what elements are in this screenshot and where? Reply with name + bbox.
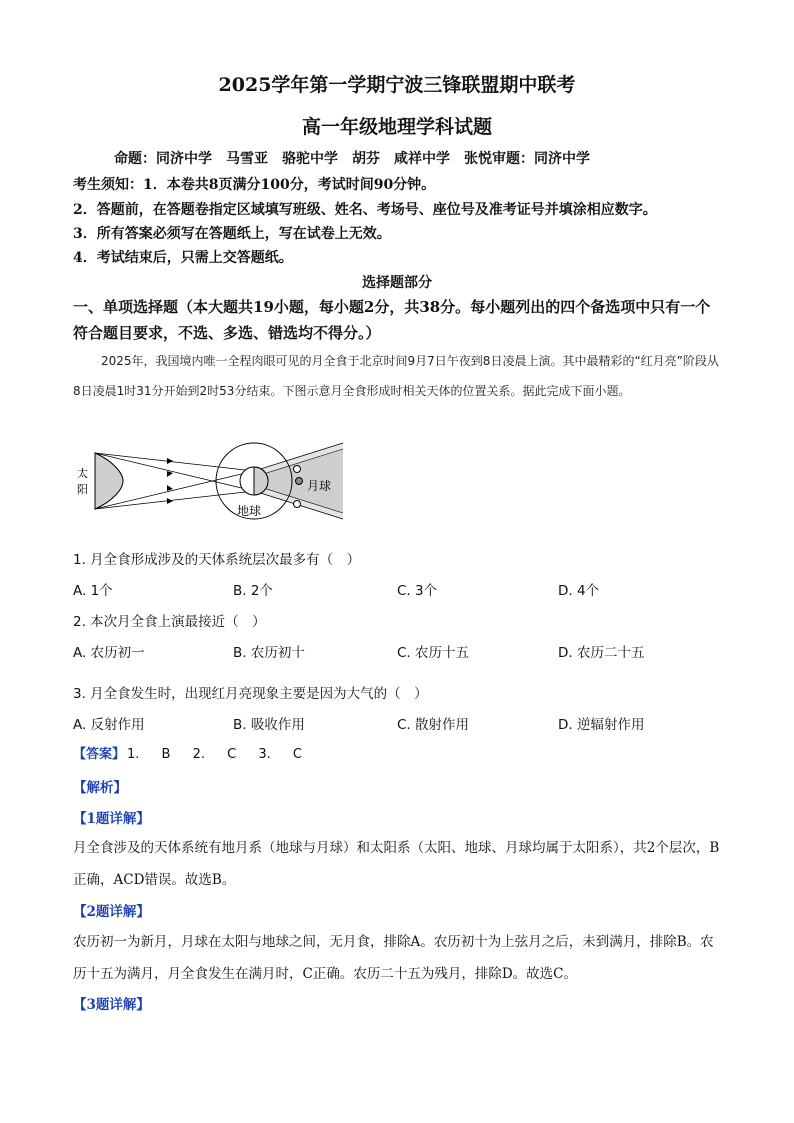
section-title: 选择题部分 bbox=[362, 275, 432, 291]
question-3-stem: 3. 月全食发生时，出现红月亮现象主要是因为大气的（ ） bbox=[73, 686, 428, 702]
moon-position-middle bbox=[296, 478, 303, 485]
question-1-option-b[interactable]: B. 2个 bbox=[233, 583, 273, 599]
question-3-option-c[interactable]: C. 散射作用 bbox=[397, 717, 470, 733]
moon-position-bottom bbox=[294, 501, 301, 508]
exam-subtitle: 高一年级地理学科试题 bbox=[301, 116, 492, 138]
exam-title: 2025学年第一学期宁波三锋联盟期中联考 bbox=[218, 74, 576, 96]
question-1-option-d[interactable]: D. 4个 bbox=[558, 583, 600, 599]
detail-1-label: 【1题详解】 bbox=[73, 811, 150, 827]
question-3-option-d[interactable]: D. 逆辐射作用 bbox=[558, 717, 645, 733]
question-2-option-d[interactable]: D. 农历二十五 bbox=[558, 645, 645, 661]
answer-tag: 【答案】 bbox=[73, 747, 126, 762]
question-2-stem: 2. 本次月全食上演最接近（ ） bbox=[73, 614, 266, 630]
question-1-option-a[interactable]: A. 1个 bbox=[73, 583, 113, 599]
moon-position-top bbox=[294, 466, 301, 473]
question-3-option-a[interactable]: A. 反射作用 bbox=[73, 717, 145, 733]
notice-line-4: 4．考试结束后，只需上交答题纸。 bbox=[73, 250, 293, 266]
sun-label-1: 太 bbox=[77, 467, 88, 480]
lunar-eclipse-figure bbox=[73, 437, 363, 525]
question-1-stem: 1. 月全食形成涉及的天体系统层次最多有（ ） bbox=[73, 552, 361, 568]
question-2-option-b[interactable]: B. 农历初十 bbox=[233, 645, 305, 661]
moon-label: 月球 bbox=[307, 479, 332, 493]
answer-line bbox=[73, 743, 302, 762]
notice-line-2: 2．答题前，在答题卷指定区域填写班级、姓名、考场号、座位号及准考证号并填涂相应数字。 bbox=[73, 202, 657, 218]
question-1-option-c[interactable]: C. 3个 bbox=[397, 583, 438, 599]
part-one-instructions: 一、单项选择题（本大题共19小题，每小题2分，共38分。每小题列出的四个备选项中只有一个符合题目要求，不选、多选、错选均不得分。） bbox=[73, 298, 711, 342]
sun-label-2: 阳 bbox=[77, 483, 88, 496]
sun-shape bbox=[95, 453, 123, 509]
detail-3-label: 【3题详解】 bbox=[73, 997, 150, 1013]
detail-2-label: 【2题详解】 bbox=[73, 904, 150, 920]
detail-1-text: 月全食涉及的天体系统有地月系（地球与月球）和太阳系（太阳、地球、月球均属于太阳系），共2个层次，B正确，ACD错误。故选B。 bbox=[73, 840, 720, 888]
answer-values: 1. B 2. C 3. C bbox=[127, 747, 302, 762]
question-3-option-b[interactable]: B. 吸收作用 bbox=[233, 717, 305, 733]
question-passage: 2025年，我国境内唯一全程肉眼可见的月全食于北京时间9月7日午夜到8日凌晨上演。其中最精彩的“红月亮”阶段从8日凌晨1时31分开始到2时53分结束。下图示意月全食形成时相关天体的位置关系。据此完成下面小题。 bbox=[73, 354, 719, 398]
detail-2-text: 农历初一为新月，月球在太阳与地球之间，无月食，排除A。农历初十为上弦月之后，未到满月，排除B。农历十五为满月，月全食发生在满月时，C正确。农历二十五为残月，排除D。故选C。 bbox=[73, 934, 714, 982]
question-2-option-c[interactable]: C. 农历十五 bbox=[397, 645, 470, 661]
analysis-label: 【解析】 bbox=[73, 780, 127, 796]
question-2-option-a[interactable]: A. 农历初一 bbox=[73, 645, 145, 661]
earth-label: 地球 bbox=[237, 504, 262, 518]
notice-line-1: 考生须知：1．本卷共8页满分100分，考试时间90分钟。 bbox=[73, 177, 436, 193]
exam-authors: 命题：同济中学 马雪亚 骆驼中学 胡芬 咸祥中学 张悦审题：同济中学 bbox=[114, 151, 590, 167]
notice-line-3: 3．所有答案必须写在答题纸上，写在试卷上无效。 bbox=[73, 226, 391, 242]
